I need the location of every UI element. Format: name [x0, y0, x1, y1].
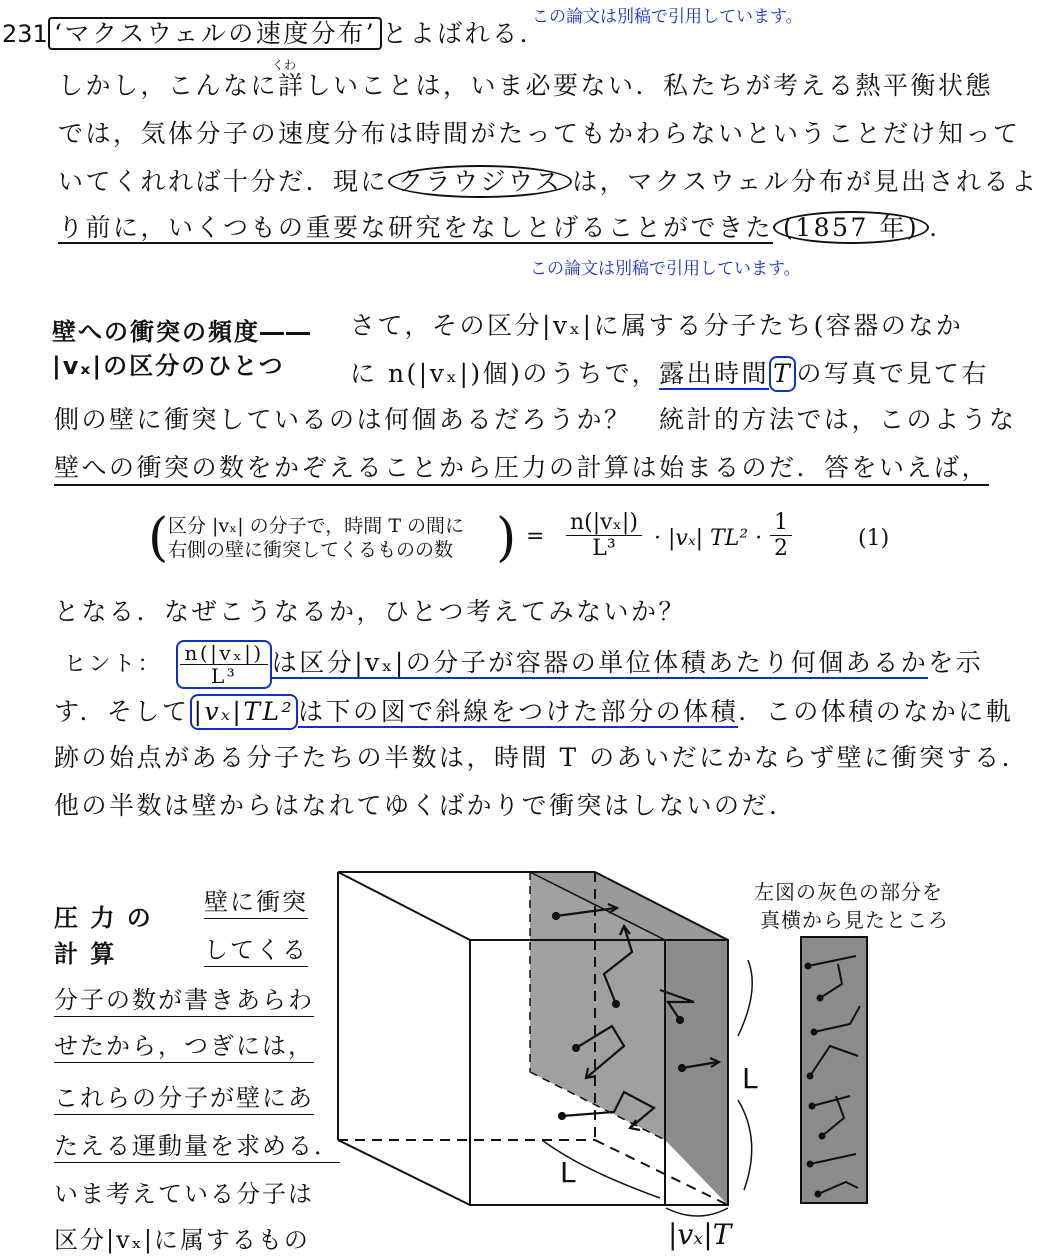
left-paren: (: [148, 508, 169, 568]
section2-line-6: 区分|vₓ|に属するもの: [54, 1226, 310, 1254]
hint-underlined: は区分|vₓ|の分子が容器の単位体積あたり何個あるか: [271, 648, 929, 677]
shaded-front-face: [665, 940, 728, 1205]
line1-rest: とよばれる．: [382, 19, 548, 48]
bracket-vxT: [666, 1208, 728, 1216]
eq-half-den: 2: [774, 536, 788, 561]
paragraph1-line5: [58, 212, 940, 244]
paragraph2-line3: [54, 694, 1013, 730]
section2-line-3: これらの分子が壁にあ: [54, 1082, 314, 1115]
paragraph1-line2: しかし，こんなに詳しいことは，いま必要ない．私たちが考える熱平衡状態: [58, 71, 994, 100]
hint-frac-den: L³: [210, 664, 238, 688]
label-L-vertical: L: [742, 1062, 758, 1095]
section1-heading-line1: 壁への衝突の頻度――: [52, 318, 312, 346]
line4-b: は，マクスウェル分布が見出されるよ: [572, 167, 1039, 196]
section2-line-4: たえる運動量を求める．: [54, 1130, 340, 1163]
container-figure: [320, 840, 790, 1258]
boxed-vxTL2: |vₓ|TL²: [190, 694, 299, 730]
section2-side-a: 壁に衝突: [204, 886, 308, 919]
eq-middle: · |vₓ| TL² ·: [654, 526, 763, 551]
hint-fraction-box: [176, 640, 271, 689]
section2-line-5: いま考えている分子は: [54, 1180, 314, 1208]
eq-equals: =: [526, 524, 545, 549]
eq-half-num: 1: [770, 510, 792, 536]
hint-frac-num: n(|vₓ|): [180, 642, 267, 665]
paragraph2-line4: 跡の始点がある分子たちの半数は，時間 T のあいだにかならず壁に衝突する．: [54, 743, 1030, 772]
s1-line2-b: の写真で見て右: [796, 359, 989, 388]
p2-line3-b: ．この体積のなかに軌: [738, 697, 1014, 726]
eq-half: [770, 510, 792, 561]
label-vxT: |vₓ|T: [668, 1218, 732, 1251]
box-bottom-left: [338, 1140, 470, 1205]
circled-year: (1857 年): [773, 211, 929, 244]
eq-frac-den: L³: [592, 536, 616, 561]
p2-line3-a: す．そして: [54, 697, 190, 726]
eq-fraction: [566, 510, 642, 561]
section1-line3: 側の壁に衝突しているのは何個あるだろうか？ 統計的方法では，このような: [54, 405, 1017, 434]
side-view-figure: [800, 936, 870, 1206]
section2-heading-line2: 計 算: [54, 940, 117, 968]
figure-caption-line2: 真横から見たところ: [760, 908, 949, 932]
boxed-T: T: [769, 356, 796, 392]
figure-caption-line1: 左図の灰色の部分を: [754, 880, 943, 904]
line4-a: いてくれれば十分だ．現に: [58, 167, 389, 196]
section2-side-b: してくる: [204, 934, 308, 967]
bracket-L-vertical: [738, 960, 752, 1036]
underlined-volume: は下の図で斜線をつけた部分の体積: [298, 697, 739, 726]
paragraph1-line1: [48, 18, 547, 50]
eq-lhs-line1: 区分 |vₓ| の分子で，時間 T の間に: [168, 515, 465, 537]
section1-line1: さて，その区分|vₓ|に属する分子たち(容器のなか: [350, 311, 964, 340]
box-top-left-edge: [338, 872, 470, 940]
paragraph2-line5: 他の半数は壁からはなれてゆくばかりで衝突はしないのだ．: [54, 791, 797, 820]
section2-line-2: せたから，つぎには，: [54, 1030, 314, 1063]
circled-name: クラウジウス: [388, 165, 572, 198]
underlined-exposure-time: 露出時間: [659, 359, 770, 388]
furigana: くわ: [272, 58, 297, 72]
label-L-bottom: L: [560, 1156, 576, 1189]
line5-b: .: [929, 213, 940, 242]
hint-end: を示: [928, 648, 984, 677]
s1-line2-a: に n(|vₓ|)個)のうちで，: [350, 359, 660, 388]
eq-frac-num: n(|vₓ|): [566, 510, 642, 536]
line5-a: り前に，いくつもの重要な研究をなしとげることができた: [58, 213, 774, 242]
paragraph1-line3: では，気体分子の速度分布は時間がたってもかわらないということだけ知って: [58, 119, 1021, 148]
hint-label: ヒント：: [64, 652, 163, 677]
bracket-L-vertical-lower: [738, 1100, 752, 1190]
eq-label: (1): [858, 526, 890, 551]
section2-line-1: 分子の数が書きあらわ: [54, 984, 314, 1017]
right-paren: ): [496, 508, 517, 568]
boxed-term: ‘マクスウェルの速度分布’: [48, 17, 382, 50]
eq-lhs-line2: 右側の壁に衝突してくるものの数: [168, 539, 454, 561]
paragraph1-line4: [58, 166, 1039, 198]
paragraph2-line1: となる．なぜこうなるか，ひとつ考えてみないか？: [54, 597, 687, 626]
citation-note-top: この論文は別稿で引用しています。: [532, 7, 803, 27]
hint-line: [64, 640, 983, 689]
citation-note-middle: この論文は別稿で引用しています。: [530, 259, 801, 279]
section2-heading-line1: 圧 力 の: [54, 904, 153, 932]
section1-line4: 壁への衝突の数をかぞえることから圧力の計算は始まるのだ．答をいえば，: [54, 452, 989, 486]
page-number: 231: [2, 20, 48, 48]
section1-heading-line2: |vₓ|の区分のひとつ: [52, 352, 285, 380]
section1-line2: [350, 356, 989, 392]
